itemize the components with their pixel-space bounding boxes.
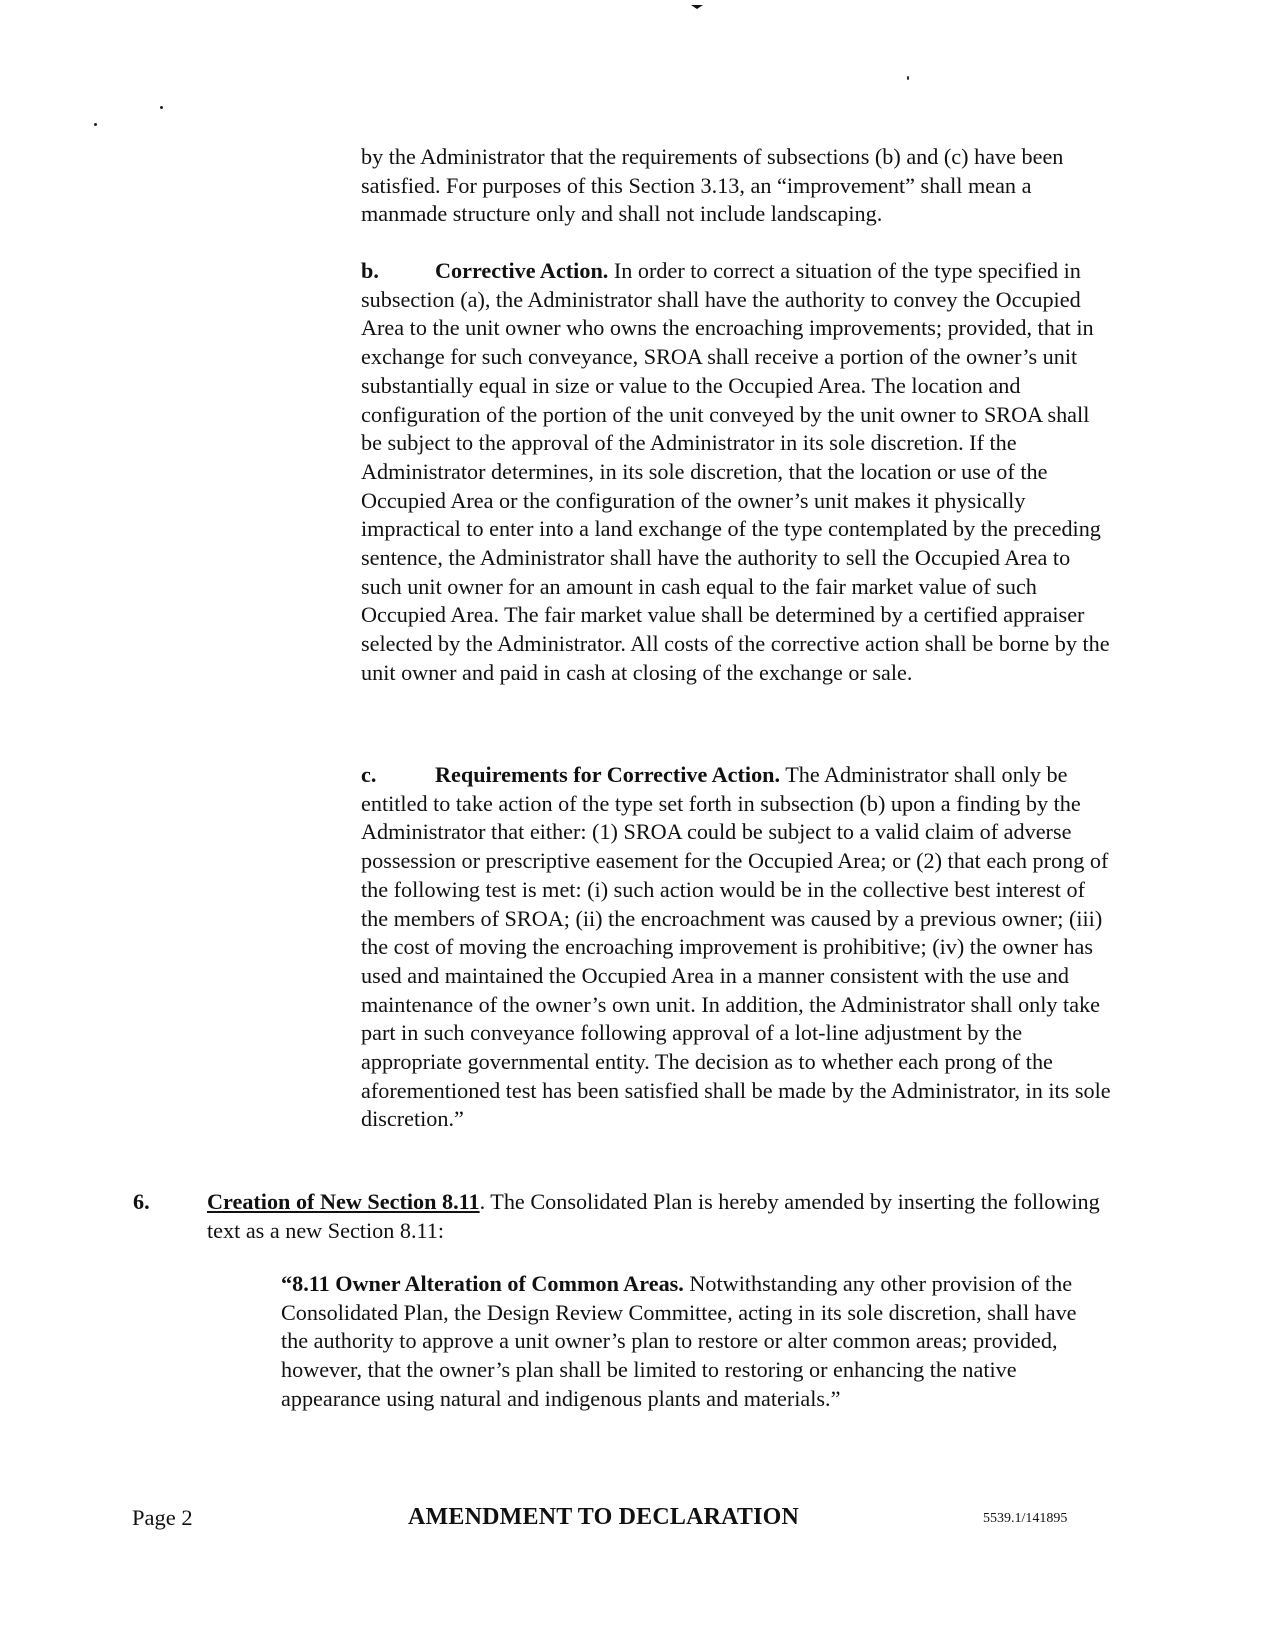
scan-speck xyxy=(160,106,163,109)
subsection-c-title: Requirements for Corrective Action. xyxy=(435,762,781,787)
subsection-c xyxy=(361,761,1113,1134)
section-8-11-paragraph xyxy=(281,1270,1095,1414)
section-6-number: 6. xyxy=(133,1189,150,1214)
section-6 xyxy=(207,1188,1105,1245)
footer-page-number: Page 2 xyxy=(132,1505,193,1530)
scan-mark xyxy=(691,5,703,9)
scan-speck xyxy=(94,123,97,126)
section-8-11-title: “8.11 Owner Alteration of Common Areas. xyxy=(281,1271,684,1296)
section-6-body: The Consolidated Plan is hereby amended by inserting the following text as a new Section 8.11: xyxy=(207,1189,1100,1243)
subsection-b-body: In order to correct a situation of the type specified in subsection (a), the Administrator shall have the authority to convey the Occupied Area to the unit owner who owns the encroaching improvements; provided, that in exchange for such conveyance, SROA shall receive a portion of the owner’s unit substantially equal in size or value to the Occupied Area. The location and configuration of the portion of the unit conveyed by the unit owner to SROA shall be subject to the approval of the Administrator in its sole discretion. If the Administrator determines, in its sole discretion, that the location or use of the Occupied Area or the configuration of the owner’s unit makes it physically impractical to enter into a land exchange of the type contemplated by the preceding sentence, the Administrator shall have the authority to sell the Occupied Area to such unit owner for an amount in cash equal to the fair market value of such Occupied Area. The fair market value shall be determined by a certified appraiser selected by the Administrator. All costs of the corrective action shall be borne by the unit owner and paid in cash at closing of the exchange or sale. xyxy=(361,258,1110,685)
section-6-paragraph xyxy=(207,1188,1105,1245)
subsection-b-title: Corrective Action. xyxy=(435,258,609,283)
continuation-text: by the Administrator that the requirements of subsections (b) and (c) have been satisfied. For purposes of this Section 3.13, an “improvement” shall mean a manmade structure only and shall not include landscaping. xyxy=(361,144,1064,227)
subsection-c-paragraph xyxy=(361,761,1113,1134)
subsection-b-paragraph xyxy=(361,257,1111,688)
subsection-c-body: The Administrator shall only be entitled to take action of the type set forth in subsection (b) upon a finding by the Administrator that either: (1) SROA could be subject to a valid claim of adverse possession or prescriptive easement for the Occupied Area; or (2) that each prong of the following test is met: (i) such action would be in the collective best interest of the members of SROA; (ii) the encroachment was caused by a previous owner; (iii) the cost of moving the encroaching improvement is prohibitive; (iv) the owner has used and maintained the Occupied Area in a manner consistent with the use and maintenance of the owner’s own unit. In addition, the Administrator shall only take part in such conveyance following approval of a lot-line adjustment by the appropriate governmental entity. The decision as to whether each prong of the aforementioned test has been satisfied shall be made by the Administrator, in its sole discretion.” xyxy=(361,762,1111,1132)
section-8-11-body: Notwithstanding any other provision of the Consolidated Plan, the Design Review Committee, acting in its sole discretion, shall have the authority to approve a unit owner’s plan to restore or alter common areas; provided, however, that the owner’s plan shall be limited to restoring or enhancing the native appearance using natural and indigenous plants and materials.” xyxy=(281,1271,1077,1411)
subsection-b-label: b. xyxy=(361,258,379,283)
continuation-paragraph xyxy=(361,143,1108,229)
footer-document-id: 5539.1/141895 xyxy=(983,1511,1068,1526)
subsection-c-label: c. xyxy=(361,762,377,787)
section-6-title-period: . xyxy=(479,1189,486,1214)
section-8-11-quote xyxy=(281,1270,1095,1414)
subsection-b xyxy=(361,257,1111,688)
footer-document-title: AMENDMENT TO DECLARATION xyxy=(408,1504,800,1530)
scan-speck xyxy=(907,76,909,80)
section-6-title: Creation of New Section 8.11 xyxy=(207,1189,480,1214)
